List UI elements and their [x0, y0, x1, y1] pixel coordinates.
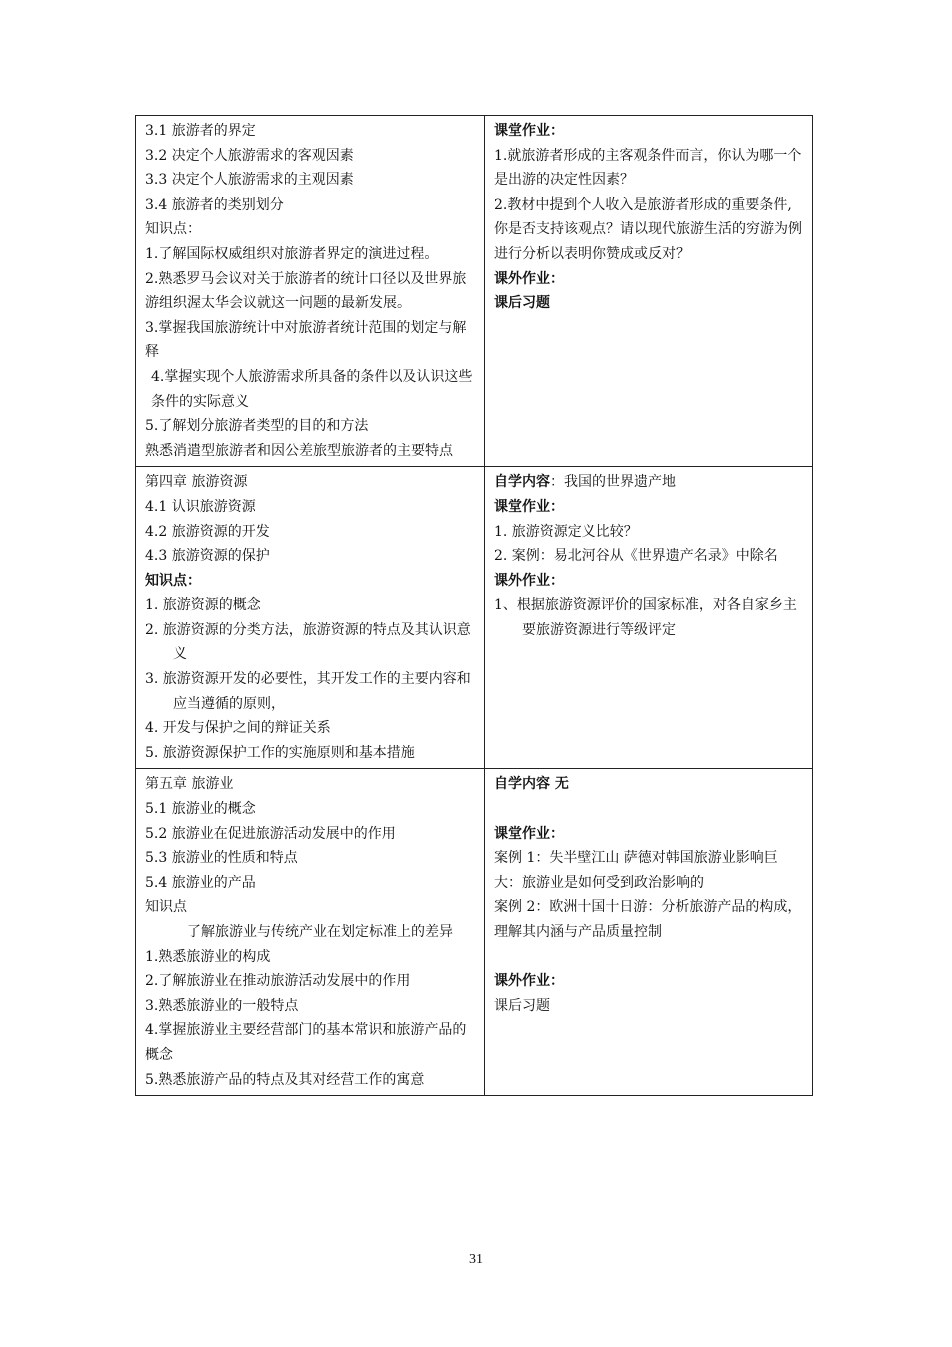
knowledge-points-heading: 知识点： — [145, 221, 201, 238]
knowledge-point: 熟悉消遣型旅游者和因公差旅型旅游者的主要特点 — [145, 442, 453, 459]
homework-text: 课后习题 — [494, 295, 550, 312]
table-row — [136, 467, 813, 769]
knowledge-point: 5.熟悉旅游产品的特点及其对经营工作的寓意 — [145, 1071, 425, 1088]
section-item: 4.1 认识旅游资源 — [145, 498, 256, 515]
classwork-heading: 课堂作业： — [494, 123, 564, 139]
knowledge-point: 2.了解旅游业在推动旅游活动发展中的作用 — [145, 973, 411, 990]
table-row — [136, 116, 813, 467]
classwork-question: 2.教材中提到个人收入是旅游者形成的重要条件,你是否支持该观点？请以现代旅游生活的穷游为例进行分析以表明你赞成或反对？ — [494, 196, 802, 262]
knowledge-point: 2. 旅游资源的分类方法，旅游资源的特点及其认识意义 — [145, 621, 471, 663]
knowledge-point: 2.熟悉罗马会议对关于旅游者的统计口径以及世界旅游组织渥太华会议就这一问题的最新发展。 — [145, 270, 467, 312]
syllabus-table — [135, 115, 813, 1096]
chapter-title: 第五章 旅游业 — [145, 776, 234, 793]
self-study-label: 自学内容 — [494, 474, 550, 491]
section-item: 4.3 旅游资源的保护 — [145, 548, 270, 565]
section-item: 3.1 旅游者的界定 — [145, 123, 256, 139]
knowledge-point: 1.熟悉旅游业的构成 — [145, 948, 271, 965]
homework-item: 1、根据旅游资源评价的国家标准，对各自家乡主要旅游资源进行等级评定 — [494, 597, 797, 638]
assignment-cell — [485, 467, 813, 769]
blank-line — [494, 797, 804, 822]
knowledge-points-heading: 知识点 — [145, 899, 187, 916]
assignment-cell — [485, 116, 813, 467]
table-row — [136, 769, 813, 1096]
homework-heading: 课外作业： — [494, 572, 564, 589]
section-item: 5.2 旅游业在促进旅游活动发展中的作用 — [145, 825, 396, 842]
knowledge-intro: 了解旅游业与传统产业在划定标准上的差异 — [187, 924, 453, 940]
content-cell — [136, 467, 485, 769]
self-study — [494, 470, 804, 495]
section-item: 3.2 决定个人旅游需求的客观因素 — [145, 147, 354, 164]
knowledge-point: 1. 旅游资源的概念 — [145, 597, 261, 614]
self-study-text: ：我国的世界遗产地 — [550, 474, 676, 491]
chapter-title: 第四章 旅游资源 — [145, 474, 248, 491]
knowledge-point: 5. 旅游资源保护工作的实施原则和基本措施 — [145, 744, 415, 761]
homework-heading: 课外作业： — [494, 973, 564, 990]
classwork-heading: 课堂作业： — [494, 498, 564, 515]
content-cell — [136, 769, 485, 1096]
section-item: 5.3 旅游业的性质和特点 — [145, 850, 298, 867]
knowledge-points-heading: 知识点： — [145, 572, 201, 589]
content-cell — [136, 116, 485, 467]
classwork-question: 1.就旅游者形成的主客观条件而言，你认为哪一个是出游的决定性因素？ — [494, 147, 802, 189]
section-item: 5.4 旅游业的产品 — [145, 874, 256, 891]
section-item: 5.1 旅游业的概念 — [145, 801, 256, 818]
knowledge-point: 4.掌握实现个人旅游需求所具备的条件以及认识这些条件的实际意义 — [151, 368, 473, 410]
knowledge-point: 5.了解划分旅游者类型的目的和方法 — [145, 418, 369, 435]
knowledge-point: 3.熟悉旅游业的一般特点 — [145, 997, 299, 1014]
classwork-item: 2. 案例：易北河谷从《世界遗产名录》中除名 — [494, 548, 778, 565]
classwork-case: 案例 2：欧洲十国十日游：分析旅游产品的构成，理解其内涵与产品质量控制 — [494, 899, 802, 940]
knowledge-point: 3.掌握我国旅游统计中对旅游者统计范围的划定与解释 — [145, 319, 467, 361]
classwork-heading: 课堂作业： — [494, 825, 564, 842]
section-item: 3.4 旅游者的类别划分 — [145, 196, 284, 213]
page-number: 31 — [469, 1252, 483, 1267]
blank-line — [494, 945, 804, 970]
assignment-cell — [485, 769, 813, 1096]
section-item: 4.2 旅游资源的开发 — [145, 523, 270, 540]
homework-heading: 课外作业： — [494, 270, 564, 287]
knowledge-point: 4. 开发与保护之间的辩证关系 — [145, 720, 331, 737]
knowledge-point: 1.了解国际权威组织对旅游者界定的演进过程。 — [145, 245, 439, 262]
self-study-heading: 自学内容 无 — [494, 776, 569, 793]
homework-text: 课后习题 — [494, 997, 550, 1014]
knowledge-point: 3. 旅游资源开发的必要性，其开发工作的主要内容和应当遵循的原则， — [145, 671, 471, 712]
classwork-item: 1. 旅游资源定义比较？ — [494, 523, 638, 540]
classwork-case: 案例 1：失半壁江山 萨德对韩国旅游业影响巨大：旅游业是如何受到政治影响的 — [494, 850, 778, 891]
section-item: 3.3 决定个人旅游需求的主观因素 — [145, 172, 354, 189]
knowledge-point: 4.掌握旅游业主要经营部门的基本常识和旅游产品的概念 — [145, 1022, 467, 1063]
